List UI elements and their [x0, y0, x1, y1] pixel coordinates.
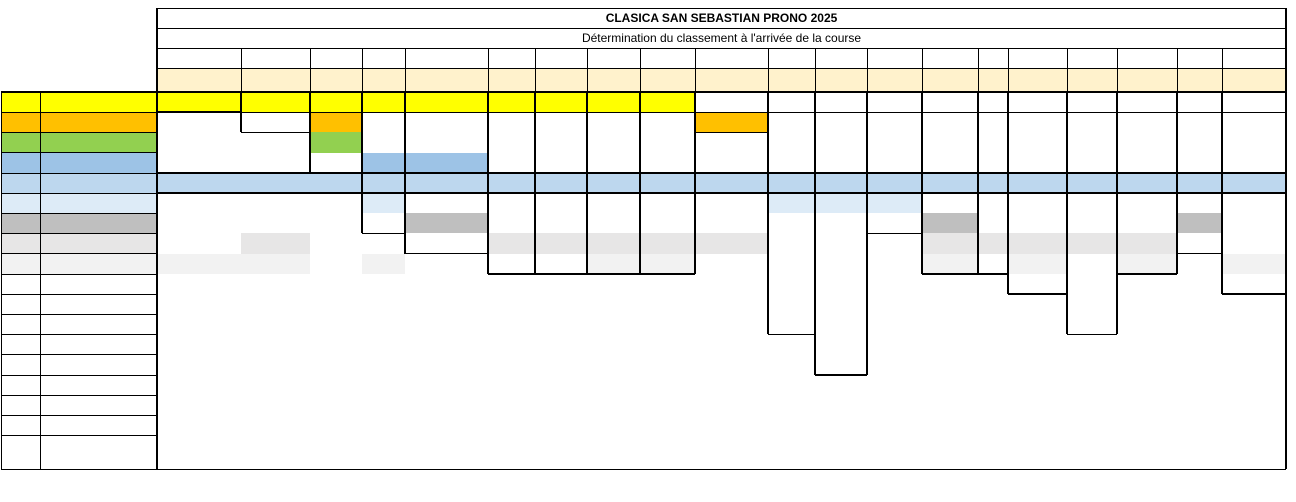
grid-line [40, 92, 41, 469]
pick-cell [587, 435, 640, 469]
grid-line [157, 112, 1286, 113]
rider-name [40, 193, 157, 213]
grid-line [1, 91, 1286, 93]
pick-cell [1067, 294, 1117, 314]
player-name [815, 68, 867, 92]
player-number [867, 48, 922, 68]
player-number [405, 48, 488, 68]
player-number [587, 48, 640, 68]
pick-cell [241, 254, 310, 274]
rider-name [40, 92, 157, 112]
pick-cell [815, 435, 867, 469]
grid-line [487, 92, 489, 274]
grid-line [867, 48, 868, 92]
pick-cell [535, 173, 587, 193]
pick-cell [978, 233, 1008, 253]
pick-cell [310, 112, 362, 132]
grid-line [309, 92, 311, 173]
pick-cell [1067, 173, 1117, 193]
pick-cell [1067, 435, 1117, 469]
grid-line [1, 132, 157, 133]
rider-name [40, 395, 157, 415]
grid-line [157, 192, 1286, 194]
rider-name [40, 415, 157, 435]
player-number [362, 48, 405, 68]
pick-cell [1222, 375, 1286, 395]
rank-cell [1, 132, 40, 152]
pick-cell [488, 395, 535, 415]
rank-cell [1, 415, 40, 435]
grid-line [1, 112, 157, 113]
player-number [488, 48, 535, 68]
pick-cell [867, 314, 922, 334]
pick-cell [1177, 294, 1222, 314]
grid-line [1222, 293, 1286, 295]
grid-line [156, 8, 158, 92]
pick-cell [1177, 274, 1222, 294]
grid-line [640, 48, 641, 92]
rank-cell [1, 233, 40, 253]
pick-cell [1117, 233, 1177, 253]
pick-cell [157, 435, 241, 469]
pick-cell [1222, 173, 1286, 193]
pick-cell [310, 435, 362, 469]
pick-cell [1177, 355, 1222, 375]
pick-cell [640, 92, 695, 112]
rank-cell [1, 355, 40, 375]
player-name [978, 68, 1008, 92]
pick-cell [157, 173, 241, 193]
grid-line [814, 92, 816, 375]
pick-cell [488, 334, 535, 354]
grid-line [156, 92, 158, 112]
grid-line [157, 172, 1286, 174]
grid-line [1222, 48, 1223, 92]
grid-line [1177, 48, 1178, 92]
pick-cell [1177, 173, 1222, 193]
grid-line [1116, 92, 1118, 274]
grid-line [1, 469, 1286, 470]
grid-line [1117, 48, 1118, 92]
grid-line [867, 233, 922, 235]
grid-line [362, 233, 405, 235]
pick-cell [587, 395, 640, 415]
pick-cell [768, 193, 815, 213]
rank-cell [1, 274, 40, 294]
player-number [1177, 48, 1222, 68]
player-name [1177, 68, 1222, 92]
player-number [535, 48, 587, 68]
grid-line [310, 48, 311, 92]
grid-line [1117, 273, 1177, 275]
player-name [488, 68, 535, 92]
grid-line [1, 334, 157, 335]
grid-line [1, 152, 157, 153]
player-name [1008, 68, 1067, 92]
grid-line [1, 92, 2, 469]
rank-cell [1, 334, 40, 354]
rider-name [40, 355, 157, 375]
pick-cell [867, 193, 922, 213]
rank-cell [1, 375, 40, 395]
player-number [695, 48, 768, 68]
pick-cell [922, 233, 978, 253]
grid-line [1008, 48, 1009, 92]
player-name [405, 68, 488, 92]
rank-cell [1, 294, 40, 314]
grid-line [488, 48, 489, 92]
pick-cell [1008, 173, 1067, 193]
player-name [1222, 68, 1286, 92]
pick-cell [768, 334, 815, 354]
rank-cell [1, 173, 40, 193]
grid-line [1008, 293, 1067, 295]
pick-cell [978, 415, 1008, 435]
grid-line [1, 294, 157, 295]
pick-cell [535, 233, 587, 253]
grid-line [535, 48, 536, 92]
pick-cell [867, 173, 922, 193]
grid-line [1, 213, 157, 214]
grid-line [922, 48, 923, 92]
grid-line [241, 48, 242, 92]
player-name [362, 68, 405, 92]
pick-cell [1067, 233, 1117, 253]
rider-name [40, 274, 157, 294]
grid-line [640, 273, 695, 275]
grid-line [978, 273, 1008, 275]
pick-cell [241, 233, 310, 253]
pick-cell [640, 233, 695, 253]
player-number [1067, 48, 1117, 68]
player-name [157, 68, 241, 92]
grid-line [535, 273, 587, 275]
grid-line [866, 92, 868, 233]
pick-cell [815, 173, 867, 193]
player-number [1117, 48, 1177, 68]
pick-cell [640, 355, 695, 375]
pick-cell [1117, 173, 1177, 193]
grid-line [977, 92, 979, 274]
pick-cell [922, 254, 978, 274]
pick-cell [1117, 294, 1177, 314]
pick-cell [768, 355, 815, 375]
player-number [241, 48, 310, 68]
player-number [310, 48, 362, 68]
player-number [922, 48, 978, 68]
pick-cell [695, 294, 768, 314]
grid-line [1067, 334, 1117, 336]
player-number [978, 48, 1008, 68]
grid-line [157, 28, 1286, 29]
pick-cell [640, 254, 695, 274]
grid-line [1, 233, 157, 234]
rank-cell [1, 92, 40, 112]
pick-cell [1222, 435, 1286, 469]
rank-cell [1, 112, 40, 132]
grid-line [362, 48, 363, 92]
pick-cell [1117, 254, 1177, 274]
pick-cell [488, 92, 535, 112]
rider-name [40, 173, 157, 193]
grid-line [587, 48, 588, 92]
pick-cell [157, 254, 241, 274]
player-name [922, 68, 978, 92]
rider-name [40, 112, 157, 132]
pick-cell [405, 173, 488, 193]
rank-cell [1, 314, 40, 334]
player-name [587, 68, 640, 92]
table-subtitle: Détermination du classement à l'arrivée de la course [581, 31, 862, 45]
table-title: CLASICA SAN SEBASTIAN PRONO 2025 [605, 11, 838, 25]
player-number [768, 48, 815, 68]
pick-cell [535, 294, 587, 314]
pick-cell [405, 213, 488, 233]
rider-name [40, 334, 157, 354]
pick-cell [978, 355, 1008, 375]
player-name [768, 68, 815, 92]
grid-line [361, 92, 363, 233]
grid-line [488, 273, 535, 275]
player-name [640, 68, 695, 92]
grid-line [241, 132, 310, 134]
grid-line [1, 395, 157, 396]
rank-cell [1, 435, 40, 469]
grid-line [695, 48, 696, 92]
pick-cell [1117, 314, 1177, 334]
pick-cell [815, 193, 867, 213]
rider-name [40, 153, 157, 173]
pick-cell [405, 294, 488, 314]
pick-cell [362, 92, 405, 112]
pick-cell [1008, 294, 1067, 314]
pick-cell [1222, 254, 1286, 274]
pick-cell [1177, 213, 1222, 233]
rank-cell [1, 213, 40, 233]
pick-cell [587, 254, 640, 274]
pick-cell [362, 173, 405, 193]
pick-cell [978, 435, 1008, 469]
pick-cell [922, 213, 978, 233]
pick-cell [867, 294, 922, 314]
rank-cell [1, 254, 40, 274]
rider-name [40, 132, 157, 152]
pick-cell [1008, 254, 1067, 274]
pick-cell [978, 173, 1008, 193]
player-number [815, 48, 867, 68]
pick-cell [768, 294, 815, 314]
player-name [1067, 68, 1117, 92]
rider-name [40, 314, 157, 334]
pick-cell [922, 294, 978, 314]
grid-line [587, 273, 640, 275]
dnf-riders [40, 435, 157, 469]
pick-cell [241, 294, 310, 314]
player-name [535, 68, 587, 92]
grid-line [1, 375, 157, 376]
pick-cell [241, 92, 310, 112]
pick-cell [922, 173, 978, 193]
rank-cell [1, 193, 40, 213]
grid-line [1, 173, 157, 174]
pick-cell [362, 254, 405, 274]
pick-cell [405, 92, 488, 112]
player-number [1008, 48, 1067, 68]
grid-line [405, 253, 488, 255]
pick-cell [362, 193, 405, 213]
pick-cell [695, 112, 768, 132]
pick-cell [587, 233, 640, 253]
grid-line [1, 354, 157, 355]
rider-name [40, 213, 157, 233]
grid-line [639, 92, 641, 274]
grid-line [156, 92, 158, 469]
rider-name [40, 294, 157, 314]
pick-cell [768, 173, 815, 193]
pick-cell [1008, 435, 1067, 469]
pick-cell [362, 153, 405, 173]
grid-line [1, 193, 157, 194]
pick-cell [640, 435, 695, 469]
grid-line [921, 92, 923, 274]
grid-line [768, 334, 815, 336]
rider-name [40, 375, 157, 395]
grid-line [978, 48, 979, 92]
player-name [1117, 68, 1177, 92]
rider-name [40, 254, 157, 274]
grid-line [1067, 48, 1068, 92]
pick-cell [535, 92, 587, 112]
pick-cell [405, 153, 488, 173]
grid-line [815, 374, 867, 376]
rider-name [40, 233, 157, 253]
pick-cell [587, 92, 640, 112]
rank-cell [1, 153, 40, 173]
pick-cell [310, 92, 362, 112]
player-name [241, 68, 310, 92]
player-number [157, 48, 241, 68]
pick-cell [695, 355, 768, 375]
pick-cell [241, 173, 310, 193]
pick-cell [488, 233, 535, 253]
pick-cell [157, 294, 241, 314]
grid-line [1, 415, 157, 416]
player-name [867, 68, 922, 92]
pick-cell [310, 173, 362, 193]
grid-line [1066, 92, 1068, 334]
player-name [695, 68, 768, 92]
grid-line [586, 92, 588, 274]
grid-line [1, 435, 157, 436]
grid-line [157, 8, 1286, 9]
pick-cell [535, 355, 587, 375]
grid-line [1177, 253, 1222, 255]
rank-cell [1, 395, 40, 415]
pick-cell [695, 233, 768, 253]
player-name [310, 68, 362, 92]
grid-line [815, 48, 816, 92]
pick-cell [488, 173, 535, 193]
grid-line [768, 48, 769, 92]
pick-cell [695, 173, 768, 193]
grid-line [922, 273, 978, 275]
grid-line [695, 132, 768, 134]
grid-line [1, 253, 157, 254]
grid-line [1, 314, 157, 315]
pick-cell [815, 334, 867, 354]
grid-line [767, 92, 769, 334]
pick-cell [1008, 233, 1067, 253]
pick-cell [157, 92, 241, 112]
pick-cell [310, 132, 362, 152]
grid-line [534, 92, 536, 274]
pick-cell [867, 435, 922, 469]
grid-line [1, 274, 157, 275]
grid-line [405, 48, 406, 92]
player-number [640, 48, 695, 68]
player-number [1222, 48, 1286, 68]
